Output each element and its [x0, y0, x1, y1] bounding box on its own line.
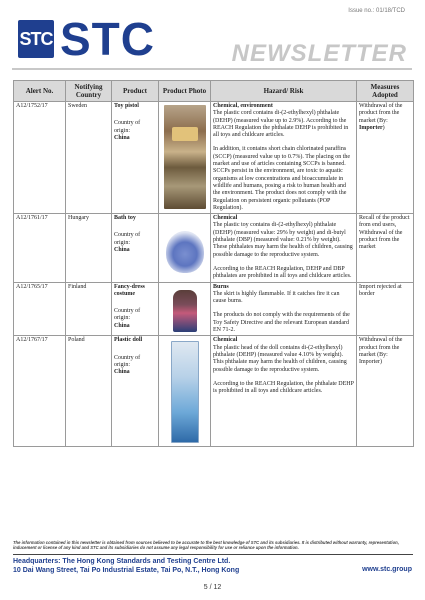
hazard-paragraph: According to the REACH Regulation, the phthalate DEHP is prohibited in all toys and childcare articles.	[213, 380, 354, 395]
hazard-paragraph: The plastic cord contains di-(2-ethylhexyl) phthalate (DEHP) (measured value up to 2.9%). According to the REACH Regulation the phthalate DEHP is prohibited in all toys and childcare articles.	[213, 110, 349, 139]
product-cell	[112, 102, 159, 214]
brand-name: STC	[60, 13, 155, 65]
alert-no-cell: A12/1765/17	[14, 282, 66, 336]
product-cell	[112, 214, 159, 282]
origin-value: China	[114, 322, 130, 329]
hazard-cell	[211, 102, 357, 214]
country-cell: Hungary	[66, 214, 112, 282]
photo-cell	[159, 102, 211, 214]
alert-no-cell: A12/1752/17	[14, 102, 66, 214]
plastic-doll-photo	[171, 341, 199, 443]
hazard-paragraph: The plastic head of the doll contains di-(2-ethylhexyl) phthalate (DEHP) (measured value 4.10% by weight). This phthalate may harm the health of children, causing possible damage to the reproductive system.	[213, 344, 347, 373]
bath-toy-photo	[166, 231, 204, 273]
measures-end: )	[382, 124, 385, 131]
photo-cell	[159, 214, 211, 282]
hazard-title: Chemical	[213, 337, 238, 344]
measures-text: Withdrawal of the product from the market (By:	[359, 103, 403, 124]
product-name: Toy pistol	[114, 103, 139, 109]
stc-logo-icon	[18, 20, 54, 58]
table-header-row	[14, 81, 414, 102]
hazard-title: Burns	[213, 283, 229, 290]
measures-cell: Withdrawal of the product from the market (By: Importer)	[357, 336, 414, 447]
header-measures-adopted: Measures Adopted	[357, 81, 414, 102]
hq-line-1: Headquarters: The Hong Kong Standards and Testing Centre Ltd.	[13, 558, 231, 565]
headquarters-address	[13, 557, 239, 575]
table-row	[14, 102, 414, 214]
header-divider	[12, 68, 412, 70]
hazard-title: Chemical, environment	[213, 103, 273, 109]
toy-pistol-photo	[164, 105, 206, 209]
hazard-paragraph: According to the REACH Regulation, DEHP and DBP phthalates are prohibited in all toys and childcare articles.	[213, 265, 352, 280]
origin-label: Country of origin:	[114, 308, 141, 322]
hazard-paragraph: The plastic toy contains di-(2-ethylhexyl) phthalate (DEHP) (measured value: 29% by weight) and di-butyl phthalate (DBP) (measured value: 0.21% by weight). These phthalates may harm the health of children, causing possible damage to the reproductive system.	[213, 222, 353, 258]
newsletter-title: NEWSLETTER	[231, 40, 407, 67]
footer-divider	[13, 554, 413, 555]
origin-value: China	[114, 134, 130, 141]
table-row	[14, 282, 414, 336]
hq-line-2: 10 Dai Wang Street, Tai Po Industrial Estate, Tai Po, N.T., Hong Kong	[13, 567, 240, 574]
table-row	[14, 336, 414, 447]
measures-cell: Recall of the product from end users, Withdrawal of the product from the market	[357, 214, 414, 282]
hazard-paragraph: The skirt is highly flammable. If it catches fire it can cause burns.	[213, 290, 340, 305]
photo-cell	[159, 282, 211, 336]
hazard-cell	[211, 336, 357, 447]
photo-cell	[159, 336, 211, 447]
issue-number: Issue no.: 01/18/TCD	[348, 8, 405, 14]
origin-value: China	[114, 247, 130, 254]
logo-letters: STC	[19, 28, 53, 49]
hazard-paragraph: In addition, it contains short chain chlorinated paraffins (SCCP) (measured value up to 0.7%). The placing on the market and use of articles containing SCCPs is banned. SCCPs persist in the environment, are toxic to aquatic organisms at low concentrations and bioaccumulate in wildlife and humans, posing a risk to human health and the environment. The product does not comply with the Regulation on persistent organic pollutants (POP Regulation).	[213, 146, 351, 211]
hazard-cell	[211, 282, 357, 336]
table-row	[14, 214, 414, 282]
product-cell	[112, 336, 159, 447]
origin-label: Country of origin:	[114, 120, 141, 134]
country-cell: Sweden	[66, 102, 112, 214]
header-product: Product	[112, 81, 159, 102]
header-hazard-risk: Hazard/ Risk	[211, 81, 357, 102]
alert-no-cell: A12/1761/17	[14, 214, 66, 282]
measures-cell: Import rejected at border	[357, 282, 414, 336]
origin-value: China	[114, 369, 130, 376]
header-notifying-country: Notifying Country	[66, 81, 112, 102]
newsletter-header	[0, 0, 425, 75]
product-name: Bath toy	[114, 215, 136, 222]
product-name: Fancy-dress costume	[114, 283, 145, 297]
page-number: 5 / 12	[203, 584, 222, 591]
header-alert-no: Alert No.	[14, 81, 66, 102]
header-product-photo: Product Photo	[159, 81, 211, 102]
alerts-table	[13, 80, 414, 447]
country-cell: Poland	[66, 336, 112, 447]
origin-label: Country of origin:	[114, 354, 141, 368]
alert-no-cell: A12/1767/17	[14, 336, 66, 447]
hazard-title: Chemical	[213, 215, 238, 222]
costume-photo	[173, 290, 197, 332]
hazard-paragraph: The products do not comply with the requirements of the Toy Safety Directive and the relevant European standard EN 71-2.	[213, 312, 350, 334]
website-link[interactable]: www.stc.group	[362, 566, 412, 573]
product-name: Plastic doll	[114, 337, 143, 344]
measures-bold: Importer	[359, 124, 383, 131]
country-cell: Finland	[66, 282, 112, 336]
hazard-cell	[211, 214, 357, 282]
measures-cell	[357, 102, 414, 214]
product-cell	[112, 282, 159, 336]
disclaimer-text: The information contained in this newsletter is obtained from sources believed to be accurate to the best knowledge of STC and its subsidiaries. It is distributed without warranty, representation, inducement or license of any kind and STC and its subsidiaries do not assume any legal responsibility for use or reliance upon the information.	[13, 540, 399, 551]
origin-label: Country of origin:	[114, 232, 141, 246]
